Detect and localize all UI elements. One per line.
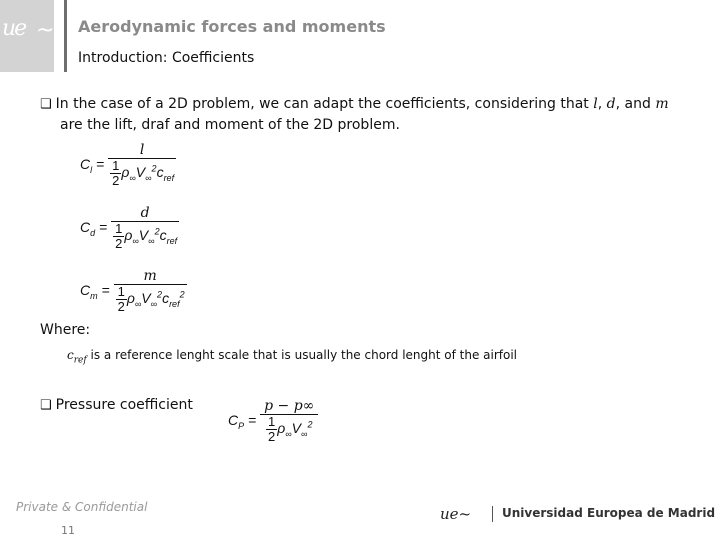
lift-coefficient-equation: $C_l$ = l $\frac{1}{2}$ $\rho_\infty V_\infty^2c_{ref}$ <box>80 142 175 188</box>
logo-mark: ue <box>2 16 26 41</box>
confidential-notice: Private & Confidential <box>16 500 148 514</box>
header-divider <box>64 0 67 72</box>
bullet-pressure-coefficient: ❑ Pressure coefficient <box>40 395 193 416</box>
checkbox-bullet-icon: ❑ <box>40 97 52 112</box>
university-name: Universidad Europea de Madrid <box>502 506 716 520</box>
drag-coefficient-equation: $C_d$ = d $\frac{1}{2}$ $\rho_\infty V_\infty^2c_{ref}$ <box>80 205 178 251</box>
logo <box>0 0 54 72</box>
checkbox-bullet-icon: ❑ <box>40 398 52 413</box>
logo-tilde-icon: ~ <box>36 18 55 43</box>
where-label: Where: <box>40 322 91 338</box>
footer-divider <box>492 506 493 522</box>
slide-title: Aerodynamic forces and moments <box>78 17 386 36</box>
bullet-continuation: are the lift, draf and moment of the 2D problem. <box>60 117 400 133</box>
slide-subtitle: Introduction: Coefficients <box>78 50 255 66</box>
where-description: $c_{ref}$ is a reference lenght scale that is usually the chord lenght of the airfoil <box>67 348 517 366</box>
moment-coefficient-equation: $C_m$ = m $\frac{1}{2}$ $\rho_\infty V_\infty^2c_{ref}^2$ <box>80 268 185 314</box>
page-number: 11 <box>61 524 75 537</box>
footer-logo-tilde-icon: ~ <box>458 505 472 523</box>
footer-logo: ue~ <box>440 505 472 523</box>
pressure-coefficient-equation: $C_P$ = p − p∞ $\frac{1}{2}$ $\rho_\infty V_\infty^2$ <box>228 398 318 444</box>
bullet-2d-problem: ❑ In the case of a 2D problem, we can adapt the coefficients, considering that l, d, and m are the lift, draf and moment of the 2D problem. <box>40 94 710 136</box>
